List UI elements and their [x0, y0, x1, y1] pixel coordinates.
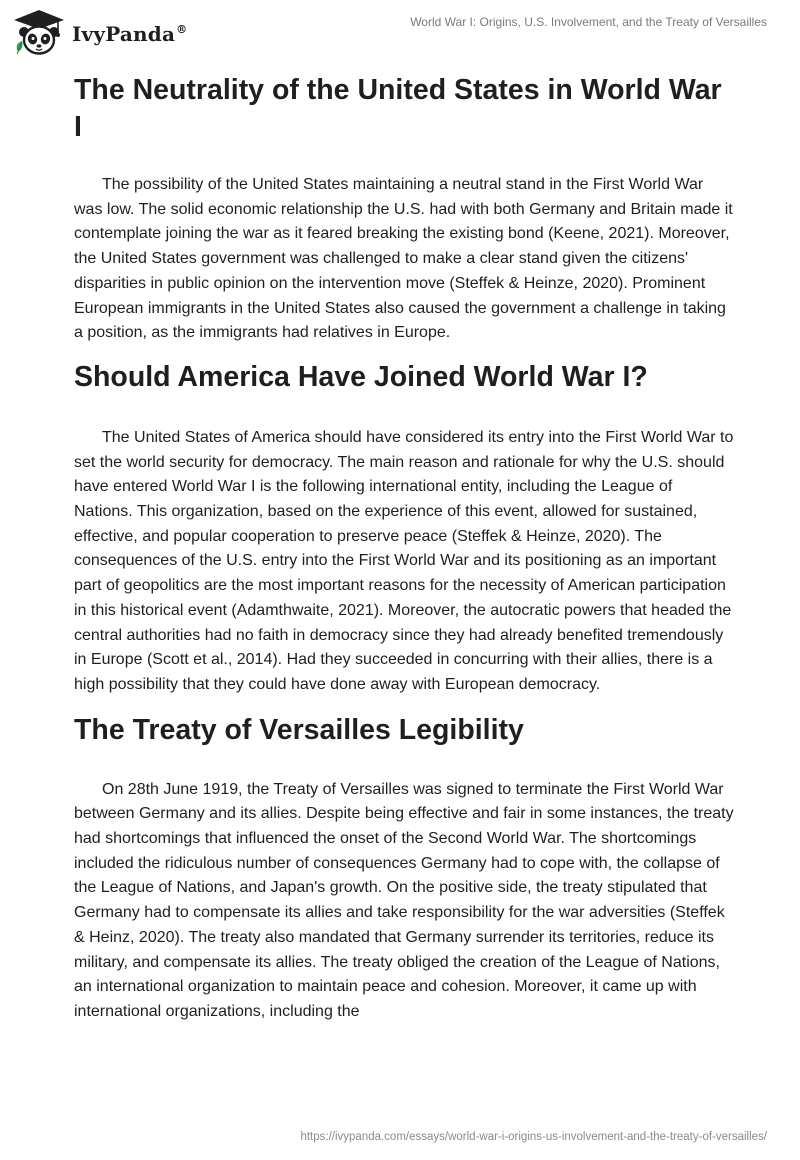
page-header	[0, 0, 800, 62]
logo-wordmark: IvyPanda®	[72, 22, 188, 46]
panda-graduate-icon	[12, 8, 66, 58]
document-title: World War I: Origins, U.S. Involvement, and the Treaty of Versailles	[410, 15, 767, 29]
section-paragraph: The possibility of the United States maintaining a neutral stand in the First World War was low. The solid economic relationship the U.S. had with both Germany and Britain made it contemplate joining the war as it feared breaking the existing bond (Keene, 2021). Moreover, the United States government was challenged to make a clear stand given the citizens' disparities in public opinion on the intervention move (Steffek & Heinze, 2020). Prominent European immigrants in the United States also caused the government a challenge in taking a position, as the immigrants had relatives in Europe.	[74, 176, 733, 342]
source-url-link[interactable]: https://ivypanda.com/essays/world-war-i-origins-us-involvement-and-the-treaty-of-versailles/	[300, 1131, 767, 1143]
section-treaty-versailles	[74, 712, 734, 1025]
section-paragraph: The United States of America should have considered its entry into the First World War to set the world security for democracy. The main reason and rationale for why the U.S. should have entered World War I is the following international entity, including the League of Nations. This organization, based on the experience of this event, allowed for sustained, effective, and popular cooperation to preserve peace (Steffek & Heinze, 2020). The consequences of the U.S. entry into the First World War and its positioning as an important part of geopolitics are the most important reasons for the necessity of American participation in this historical event (Adamthwaite, 2021). Moreover, the autocratic powers that headed the central authorities had no faith in democracy since they had already benefited tremendously in Europe (Scott et al., 2014). Had they succeeded in concurring with their allies, there is a high possibility that they could have done away with European democracy.	[74, 428, 734, 693]
section-heading: The Neutrality of the United States in World War I	[74, 74, 722, 143]
section-should-america-join	[74, 359, 734, 698]
section-heading: Should America Have Joined World War I?	[74, 360, 648, 393]
section-paragraph: On 28th June 1919, the Treaty of Versailles was signed to terminate the First World War between Germany and its allies. Despite being effective and fair in some instances, the treaty had shortcomings that influenced the onset of the Second World War. The shortcomings included the ridiculous number of consequences Germany had to cope with, the collapse of the League of Nations, and Japan's growth. On the positive side, the treaty stipulated that Germany had to compensate its allies and take responsibility for the war adversities (Steffek & Heinz, 2020). The treaty also mandated that Germany surrender its territories, reduce its military, and compensate its allies. The treaty obliged the creation of the League of Nations, an international organization to maintain peace and cohesion. Moreover, it came up with international organizations, including the	[74, 780, 734, 1020]
essay-content	[74, 72, 734, 1025]
section-neutrality	[74, 72, 734, 346]
ivypanda-logo[interactable]	[12, 8, 187, 58]
section-heading: The Treaty of Versailles Legibility	[74, 713, 524, 746]
